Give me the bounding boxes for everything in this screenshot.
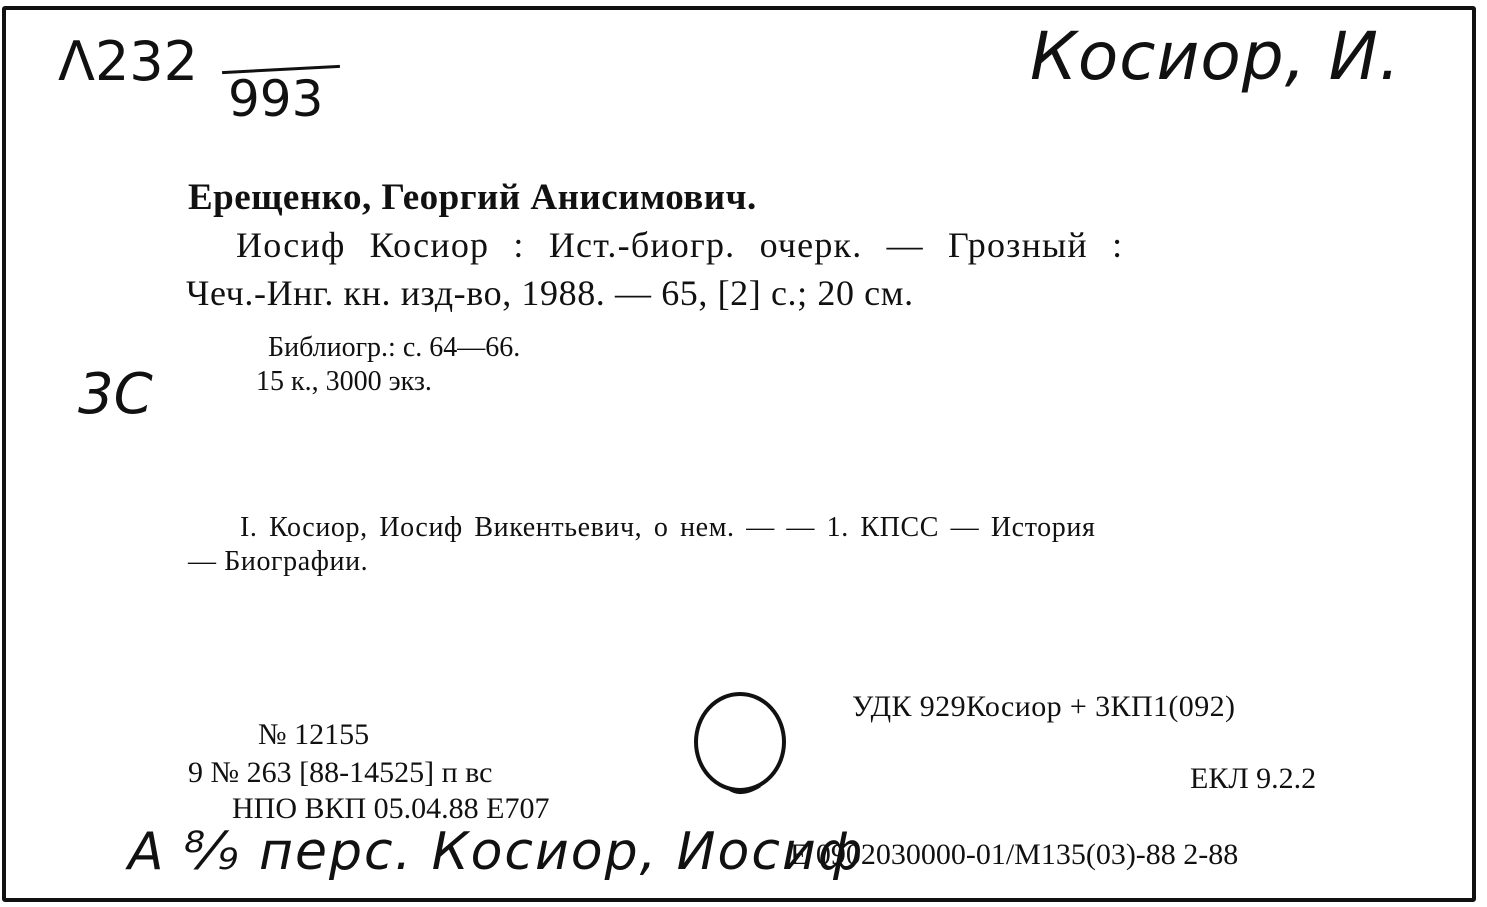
shelf-mark-handwritten <box>58 30 198 93</box>
footer-number: № 12155 <box>258 718 370 751</box>
entry-title-line-2: Чеч.-Инг. кн. изд-во, 1988. — 65, [2] с.; 20 см. <box>186 273 914 313</box>
entry-title-line-1: Иосиф Косиор : Ист.-биогр. очерк. — Грозный : <box>236 225 1124 265</box>
footer-publisher-code: НПО ВКП 05.04.88 Е707 <box>232 792 550 825</box>
margin-code-handwritten: 3С <box>78 362 153 427</box>
note-price-circulation: 15 к., 3000 экз. <box>256 366 432 397</box>
entry-author: Ерещенко, Георгий Анисимович. <box>188 177 757 218</box>
footer-ekl: ЕКЛ 9.2.2 <box>1190 762 1317 795</box>
note-bibliography: Библиогр.: с. 64—66. <box>268 332 521 363</box>
subjects-line-1: I. Косиор, Иосиф Викентьевич, о нем. — — 1. КПСС — История <box>240 512 1096 543</box>
footer-order: 9 № 263 [88-14525] п вс <box>188 756 493 789</box>
shelf-mark-sub: 993 <box>228 70 324 128</box>
punch-hole-icon <box>688 690 798 820</box>
author-note-handwritten: Косиор, И. <box>1030 18 1402 95</box>
footer-index-code: Е 0902030000-01/М135(03)-88 2-88 <box>790 838 1239 871</box>
shelf-mark-top: Λ232 <box>58 30 199 93</box>
bottom-note-handwritten: А ⁸⁄₉ перс. Косиор, Иосиф <box>128 822 865 882</box>
footer-udc: УДК 929Косиор + 3КП1(092) <box>852 690 1236 723</box>
subjects-line-2: — Биографии. <box>188 546 369 577</box>
